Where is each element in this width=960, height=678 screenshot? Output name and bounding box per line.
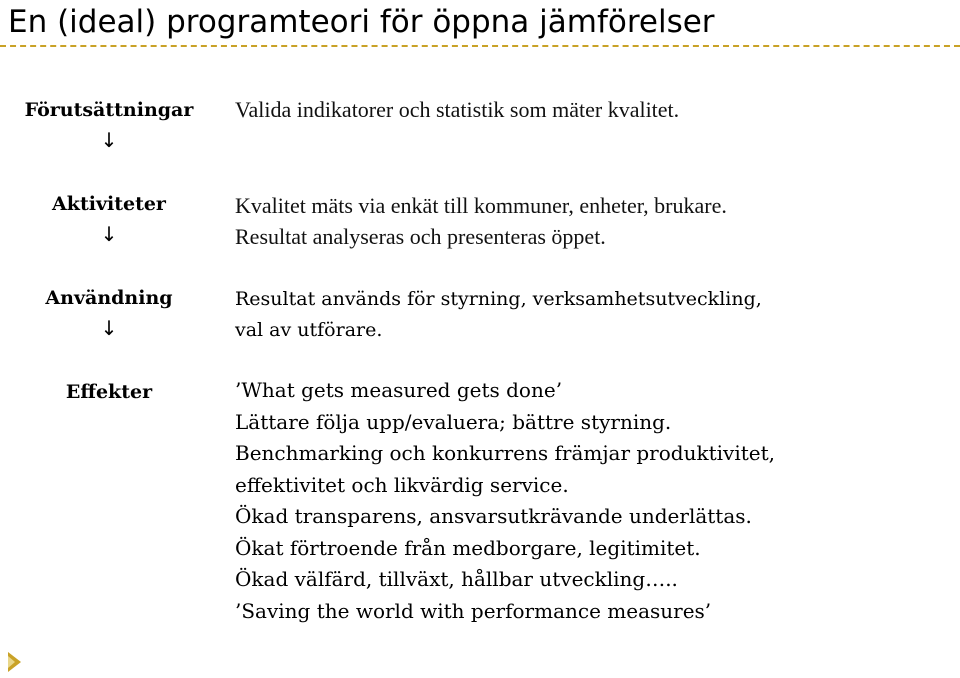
text-line: Lättare följa upp/evaluera; bättre styrning. xyxy=(235,409,672,434)
triangle-bullet-icon xyxy=(8,652,21,672)
prerequisites-text xyxy=(235,94,679,125)
text-line: Kvalitet mäts via enkät till kommuner, enheter, brukare. xyxy=(235,193,727,218)
stage-label-prerequisites: Förutsättningar xyxy=(24,99,194,121)
usage-text xyxy=(235,284,762,346)
text-line: Ökat förtroende från medborgare, legitimitet. xyxy=(235,535,701,560)
activities-text xyxy=(235,190,727,252)
text-line: effektivitet och likvärdig service. xyxy=(235,472,569,497)
effects-text xyxy=(235,375,775,627)
down-arrow-icon: ↓ xyxy=(100,222,118,246)
title-divider xyxy=(0,45,960,47)
down-arrow-icon: ↓ xyxy=(100,128,118,152)
text-line: val av utförare. xyxy=(235,319,383,341)
text-line: Valida indikatorer och statistik som mäter kvalitet. xyxy=(235,97,680,122)
down-arrow-icon: ↓ xyxy=(100,316,118,340)
text-line: Ökad transparens, ansvarsutkrävande underlättas. xyxy=(235,504,752,528)
page-title: En (ideal) programteori för öppna jämförelser xyxy=(8,4,715,40)
text-line: Ökad välfärd, tillväxt, hållbar utveckling….. xyxy=(235,567,678,591)
stage-label-usage: Användning xyxy=(45,287,173,309)
text-line: Resultat analyseras och presenteras öppet. xyxy=(235,224,606,249)
stage-label-activities: Aktiviteter xyxy=(52,193,166,215)
text-line: Benchmarking och konkurrens främjar produktivitet, xyxy=(235,441,775,465)
text-line: ’Saving the world with performance measures’ xyxy=(235,598,712,623)
text-line: ’What gets measured gets done’ xyxy=(235,378,563,402)
stage-label-effects: Effekter xyxy=(65,381,153,403)
text-line: Resultat används för styrning, verksamhetsutveckling, xyxy=(235,288,762,310)
